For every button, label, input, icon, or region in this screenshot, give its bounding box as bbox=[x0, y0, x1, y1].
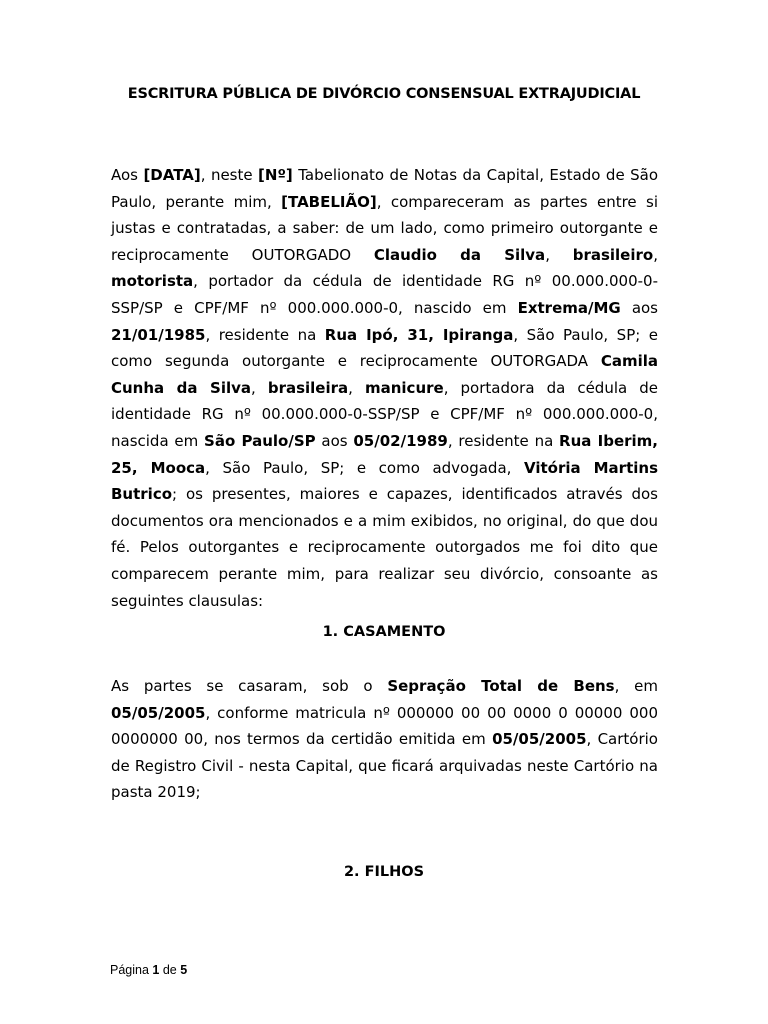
footer-label: Página bbox=[110, 963, 149, 977]
emphasized-text: Extrema/MG bbox=[517, 298, 621, 317]
emphasized-text: 05/05/2005 bbox=[111, 703, 206, 722]
emphasized-text: brasileiro bbox=[572, 245, 654, 264]
document-title: ESCRITURA PÚBLICA DE DIVÓRCIO CONSENSUAL EXTRAJUDICIAL bbox=[127, 86, 641, 102]
body-text: , residente na bbox=[205, 325, 325, 344]
body-text: , Cartório de Registro Civil - nesta Capital, que ficará arquivadas neste Cartório na pasta 2019; bbox=[111, 730, 658, 802]
emphasized-text: São Paulo/SP bbox=[204, 431, 316, 450]
emphasized-text: Vitória Martins Butrico bbox=[111, 458, 658, 504]
emphasized-text: Rua Iberim, 25, Mooca bbox=[111, 431, 658, 477]
section-heading-casamento: 1. CASAMENTO bbox=[322, 624, 446, 640]
emphasized-text: motorista bbox=[111, 272, 194, 291]
emphasized-text: 05/05/2005 bbox=[492, 730, 587, 749]
body-text: , em bbox=[614, 677, 658, 695]
body-text: , portador da cédula de identidade RG nº 00.000.000-0-SSP/SP e CPF/MF nº 000.000.000-0, nascido em bbox=[111, 272, 658, 317]
footer-page-total: 5 bbox=[180, 963, 188, 977]
body-text: , bbox=[348, 378, 365, 397]
body-text: ; os presentes, maiores e capazes, identificados através dos documentos ora mencionados e a mim exibidos, no original, do que dou fé. Pelos outorgantes e reciprocamente outorgados me foi dito que comparecem perante mim, para realizar seu divórcio, consoante as seguintes clausulas: bbox=[111, 485, 658, 610]
page-footer bbox=[110, 963, 187, 977]
emphasized-text: 21/01/1985 bbox=[111, 325, 206, 344]
body-text: aos bbox=[620, 298, 658, 317]
body-text: , conforme matricula nº 000000 00 00 0000 0 00000 000 0000000 00, nos termos da certidão emitida em bbox=[111, 703, 658, 749]
body-text: , São Paulo, SP; e como segunda outorgante e reciprocamente OUTORGADA bbox=[111, 325, 659, 371]
emphasized-text: Sepração Total de Bens bbox=[387, 677, 615, 695]
emphasized-text: 05/02/1989 bbox=[353, 431, 448, 450]
marriage-paragraph bbox=[111, 673, 658, 806]
body-text: , neste bbox=[200, 166, 259, 184]
body-text: , São Paulo, SP; e como advogada, bbox=[205, 458, 524, 477]
body-text: Tabelionato de Notas da Capital, Estado de São Paulo, perante mim, bbox=[111, 166, 658, 211]
emphasized-text: brasileira bbox=[267, 378, 349, 397]
body-text: , bbox=[653, 245, 658, 264]
footer-page-number: 1 bbox=[152, 963, 160, 977]
emphasized-text: Camila Cunha da Silva bbox=[111, 352, 658, 397]
qualification-paragraph bbox=[111, 162, 658, 614]
emphasized-text: [DATA] bbox=[143, 166, 201, 184]
body-text: As partes se casaram, sob o bbox=[111, 677, 388, 695]
body-text: , portadora da cédula de identidade RG nº 00.000.000-0-SSP/SP e CPF/MF nº 000.000.000-0, nascida em bbox=[111, 378, 658, 450]
body-text: , compareceram as partes entre si justas e contratadas, a saber: de um lado, como primeiro outorgante e reciprocamente OUTORGADO bbox=[111, 192, 658, 264]
body-text: , bbox=[545, 245, 573, 264]
emphasized-text: Rua Ipó, 31, Ipiranga bbox=[324, 325, 514, 344]
emphasized-text: Claudio da Silva bbox=[373, 245, 546, 264]
body-text: aos bbox=[315, 431, 354, 450]
body-text: , bbox=[251, 378, 268, 397]
section-heading-filhos: 2. FILHOS bbox=[343, 864, 425, 880]
emphasized-text: manicure bbox=[364, 378, 444, 397]
footer-separator: de bbox=[162, 963, 177, 977]
emphasized-text: [TABELIÃO] bbox=[281, 192, 377, 211]
body-text: Aos bbox=[111, 166, 144, 184]
emphasized-text: [Nº] bbox=[258, 166, 293, 184]
body-text: , residente na bbox=[447, 431, 560, 450]
